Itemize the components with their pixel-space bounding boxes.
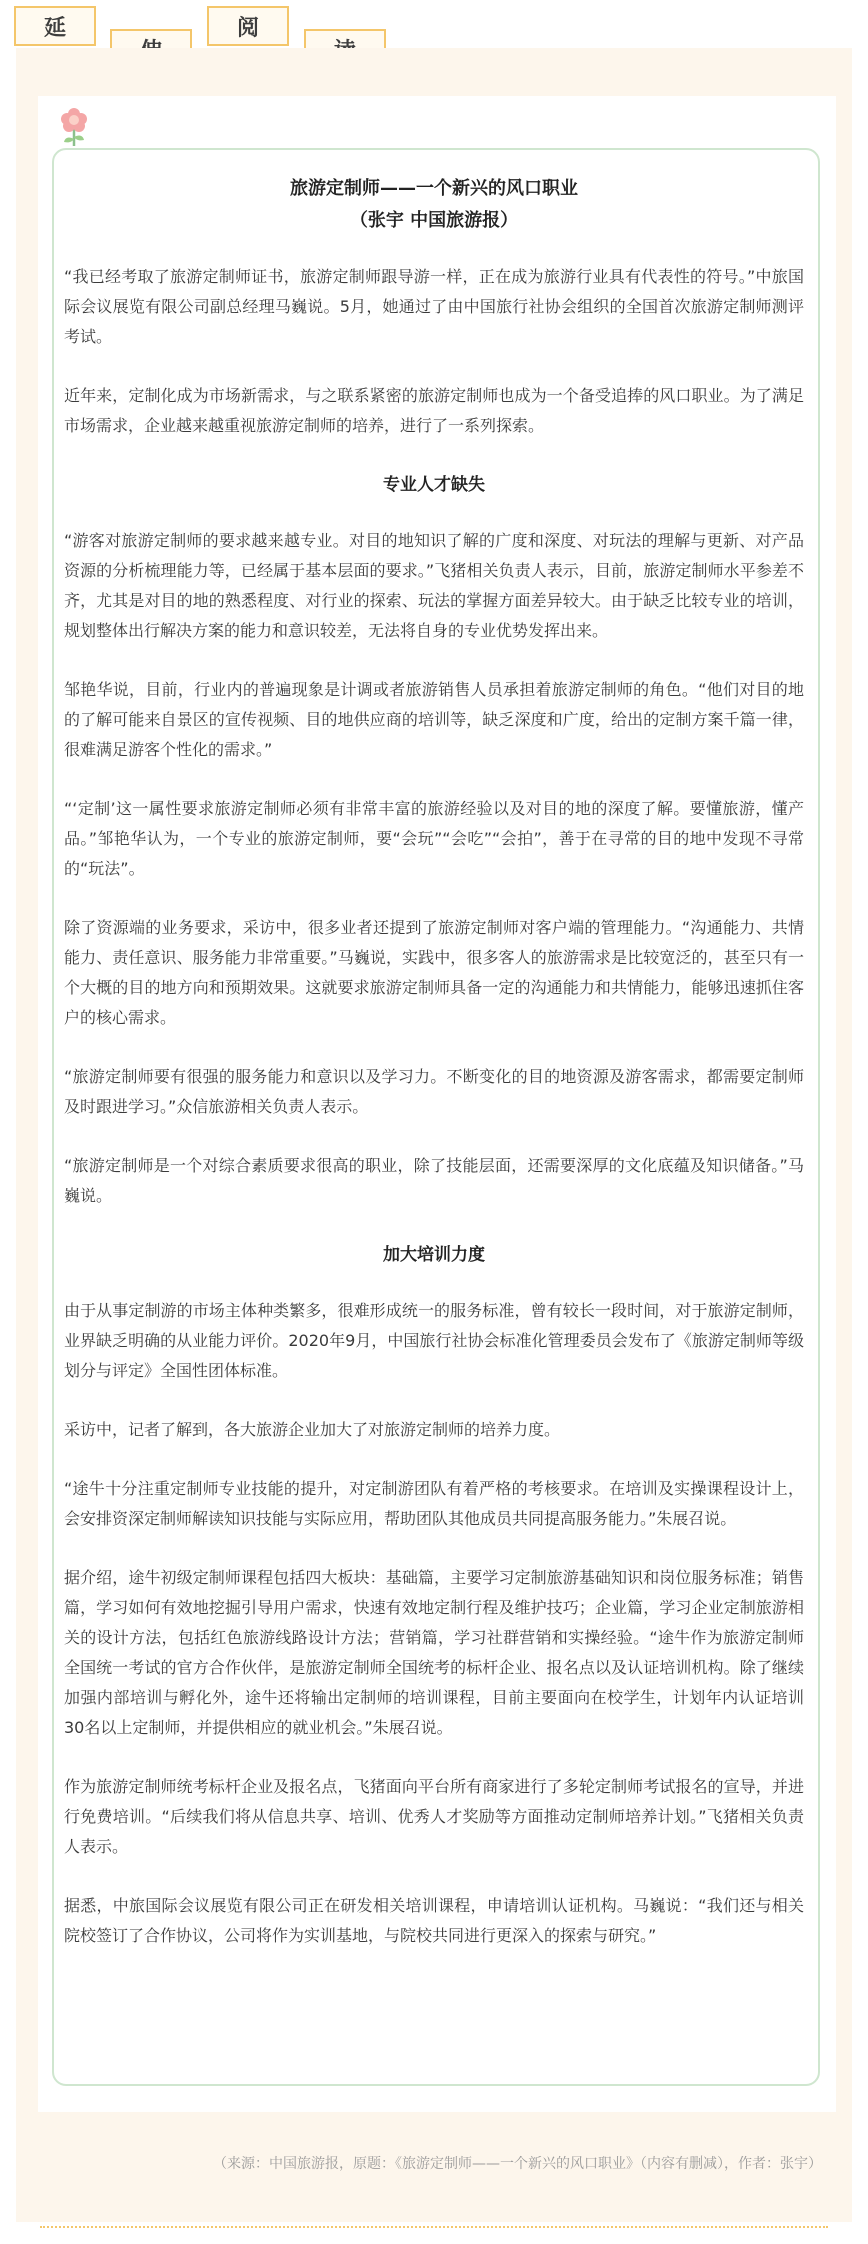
article-title: 旅游定制师——一个新兴的风口职业 — [290, 178, 578, 199]
article-source-note: （来源：中国旅游报，原题：《旅游定制师——一个新兴的风口职业》（内容有删减），作者：张宇） — [213, 2156, 822, 2172]
header-tab-char-3: 阅 — [207, 6, 289, 46]
section-heading-2: 加大培训力度 — [383, 1245, 485, 1265]
flower-icon — [56, 106, 92, 148]
paragraph-5: “‘定制’这一属性要求旅游定制师必须有非常丰富的旅游经验以及对目的地的深度了解。要懂旅游，懂产品。”邹艳华认为，一个专业的旅游定制师，要“会玩”“会吃”“会拍”，善于在寻常的目的地中发现不寻常的“玩法”。 — [64, 799, 804, 878]
paragraph-8: “旅游定制师是一个对综合素质要求很高的职业，除了技能层面，还需要深厚的文化底蕴及知识储备。”马巍说。 — [64, 1156, 804, 1205]
paragraph-12: 据介绍，途牛初级定制师课程包括四大板块：基础篇，主要学习定制旅游基础知识和岗位服务标准；销售篇，学习如何有效地挖掘引导用户需求，快速有效地定制行程及维护技巧；企业篇，学习企业定制旅游相关的设计方法，包括红色旅游线路设计方法；营销篇，学习社群营销和实操经验。“途牛作为旅游定制师全国统一考试的官方合作伙伴，是旅游定制师全国统考的标杆企业、报名点以及认证培训机构。除了继续加强内部培训与孵化外，途牛还将输出定制师的培训课程，目前主要面向在校学生，计划年内认证培训30名以上定制师，并提供相应的就业机会。”朱展召说。 — [64, 1568, 804, 1737]
article-byline: （张宇 中国旅游报） — [349, 210, 519, 231]
paragraph-7: “旅游定制师要有很强的服务能力和意识以及学习力。不断变化的目的地资源及游客需求，都需要定制师及时跟进学习。”众信旅游相关负责人表示。 — [64, 1067, 804, 1116]
article-content — [64, 168, 804, 1980]
bottom-divider — [40, 2226, 828, 2228]
paragraph-6: 除了资源端的业务要求，采访中，很多业者还提到了旅游定制师对客户端的管理能力。“沟通能力、共情能力、责任意识、服务能力非常重要。”马巍说，实践中，很多客人的旅游需求是比较宽泛的，甚至只有一个大概的目的地方向和预期效果。这就要求旅游定制师具备一定的沟通能力和共情能力，能够迅速抓住客户的核心需求。 — [64, 918, 804, 1027]
paragraph-2: 近年来，定制化成为市场新需求，与之联系紧密的旅游定制师也成为一个备受追捧的风口职业。为了满足市场需求，企业越来越重视旅游定制师的培养，进行了一系列探索。 — [64, 386, 804, 435]
paragraph-4: 邹艳华说，目前，行业内的普遍现象是计调或者旅游销售人员承担着旅游定制师的角色。“他们对目的地的了解可能来自景区的宣传视频、目的地供应商的培训等，缺乏深度和广度，给出的定制方案千篇一律，很难满足游客个性化的需求。” — [64, 680, 804, 759]
paragraph-3: “游客对旅游定制师的要求越来越专业。对目的地知识了解的广度和深度、对玩法的理解与更新、对产品资源的分析梳理能力等，已经属于基本层面的要求。”飞猪相关负责人表示，目前，旅游定制师水平参差不齐，尤其是对目的地的熟悉程度、对行业的探索、玩法的掌握方面差异较大。由于缺乏比较专业的培训，规划整体出行解决方案的能力和意识较差，无法将自身的专业优势发挥出来。 — [64, 531, 804, 640]
paragraph-1: “我已经考取了旅游定制师证书，旅游定制师跟导游一样，正在成为旅游行业具有代表性的符号。”中旅国际会议展览有限公司副总经理马巍说。5月，她通过了由中国旅行社协会组织的全国首次旅游定制师测评考试。 — [64, 267, 804, 346]
paragraph-9: 由于从事定制游的市场主体种类繁多，很难形成统一的服务标准，曾有较长一段时间，对于旅游定制师，业界缺乏明确的从业能力评价。2020年9月，中国旅行社协会标准化管理委员会发布了《旅游定制师等级划分与评定》全国性团体标准。 — [64, 1301, 804, 1380]
paragraph-10: 采访中，记者了解到，各大旅游企业加大了对旅游定制师的培养力度。 — [64, 1420, 561, 1439]
section-heading-1: 专业人才缺失 — [383, 475, 485, 495]
paragraph-11: “途牛十分注重定制师专业技能的提升，对定制游团队有着严格的考核要求。在培训及实操课程设计上，会安排资深定制师解读知识技能与实际应用，帮助团队其他成员共同提高服务能力。”朱展召说。 — [64, 1479, 804, 1528]
paragraph-13: 作为旅游定制师统考标杆企业及报名点，飞猪面向平台所有商家进行了多轮定制师考试报名的宣导，并进行免费培训。“后续我们将从信息共享、培训、优秀人才奖励等方面推动定制师培养计划。”飞猪相关负责人表示。 — [64, 1777, 804, 1856]
paragraph-14: 据悉，中旅国际会议展览有限公司正在研发相关培训课程，申请培训认证机构。马巍说：“我们还与相关院校签订了合作协议，公司将作为实训基地，与院校共同进行更深入的探索与研究。” — [64, 1896, 804, 1945]
header-tab-char-1: 延 — [14, 6, 96, 46]
